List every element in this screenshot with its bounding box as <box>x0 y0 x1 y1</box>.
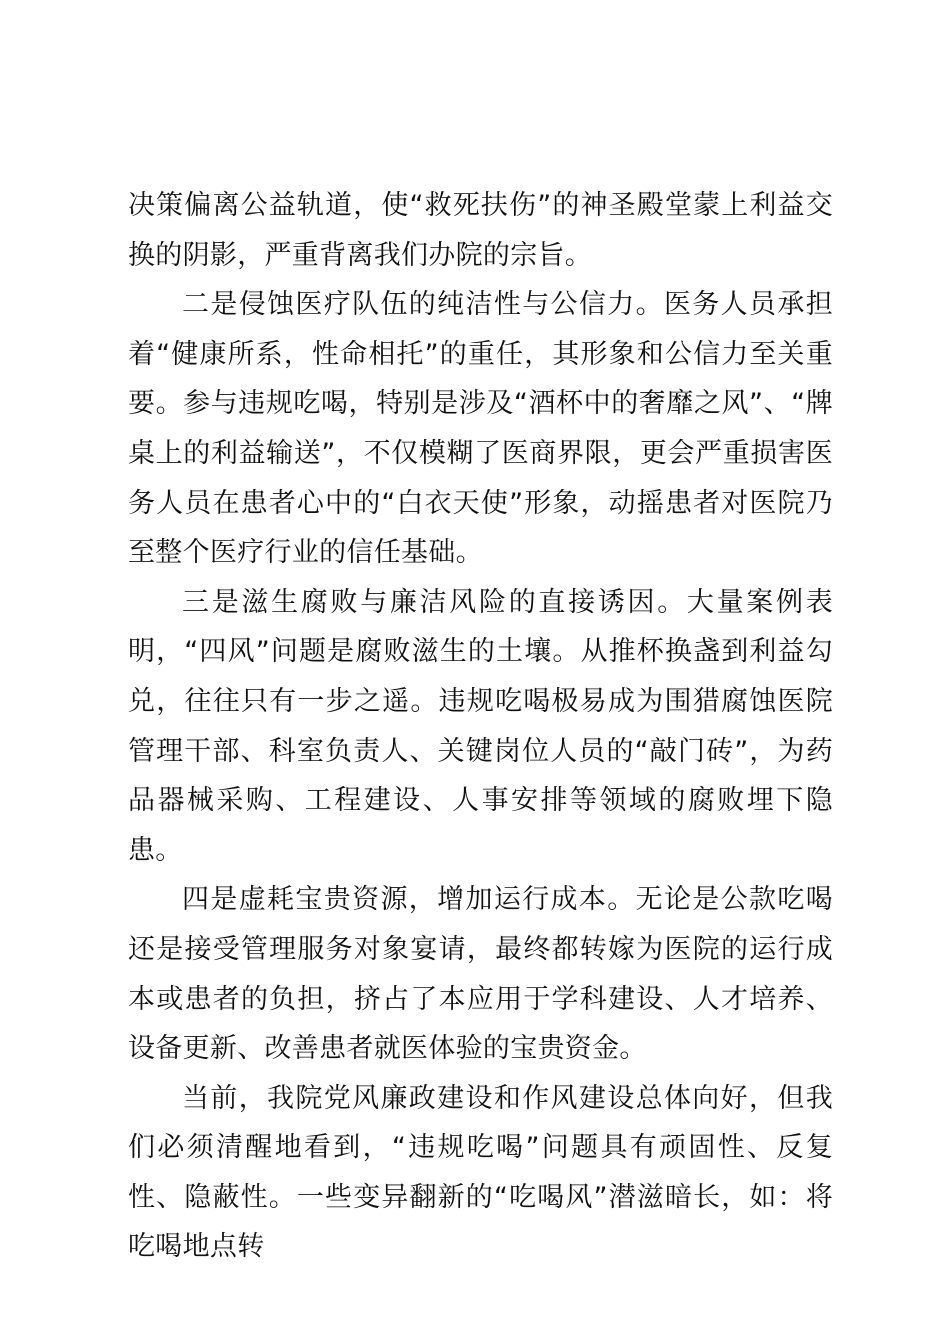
document-body <box>128 181 833 1272</box>
paragraph-point-two: 二是侵蚀医疗队伍的纯洁性与公信力。医务人员承担着“健康所系，性命相托”的重任，其形象和公信力至关重要。参与违规吃喝，特别是涉及“酒杯中的奢靡之风”、“牌桌上的利益输送”，不仅模糊了医商界限，更会严重损害医务人员在患者心中的“白衣天使”形象，动摇患者对医院乃至整个医疗行业的信任基础。 <box>128 289 833 569</box>
paragraph-point-three: 三是滋生腐败与廉洁风险的直接诱因。大量案例表明，“四风”问题是腐败滋生的土壤。从推杯换盏到利益勾兑，往往只有一步之遥。违规吃喝极易成为围猎腐蚀医院管理干部、科室负责人、关键岗位人员的“敲门砖”，为药品器械采购、工程建设、人事安排等领域的腐败埋下隐患。 <box>128 586 833 866</box>
paragraph-point-four: 四是虚耗宝贵资源，增加运行成本。无论是公款吃喝还是接受管理服务对象宴请，最终都转嫁为医院的运行成本或患者的负担，挤占了本应用于学科建设、人才培养、设备更新、改善患者就医体验的宝贵资金。 <box>128 884 833 1065</box>
paragraph-current-situation: 当前，我院党风廉政建设和作风建设总体向好，但我们必须清醒地看到，“违规吃喝”问题具有顽固性、反复性、隐蔽性。一些变异翻新的“吃喝风”潜滋暗长，如：将吃喝地点转 <box>128 1082 833 1263</box>
paragraph-continuation: 决策偏离公益轨道，使“救死扶伤”的神圣殿堂蒙上利益交换的阴影，严重背离我们办院的宗旨。 <box>128 190 833 271</box>
